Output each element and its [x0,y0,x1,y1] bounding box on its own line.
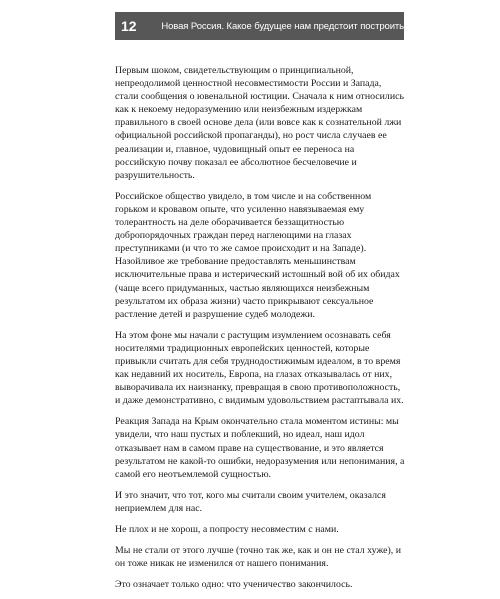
paragraph-1: Первым шоком, свидетельствующим о принципиальной, непреодолимой ценностной несовместимости России и Запада, стали сообщения о ювенальной юстиции. Сначала к ним относились как к некоему недоразумению или неизбежным издержкам правильного в своей основе дела (или вовсе как к сознательной лжи официальной российской пропаганды), но рост числа случаев ее реализации и, главное, чудовищный опыт ее переноса на российскую почву показал ее абсолютное бесчеловечие и разрушительность. [115,65,404,181]
body-text [115,64,405,599]
paragraph-6: Не плох и не хорош, а попросту несовместим с нами. [115,524,339,535]
paragraph-2: Российское общество увидело, в том числе и на собственном горьком и кровавом опыте, что усиленно навязываемая ему толерантность на деле оборачивается беззащитностью добропорядочных граждан перед наглеющими на глазах преступниками (и что то же самое происходит и на Западе). Назойливое же требование предоставлять меньшинствам исключительные права и истерический истошный вой об их обидах (чаще всего придуманных, частью являющихся неизбежным результатом их образа жизни) часто прикрывают сексуальное растление детей и разрушение судеб молодежи. [115,190,400,320]
paragraph-7: Мы не стали от этого лучше (точно так же, как и он не стал хуже), и он тоже никак не изменился от нашего понимания. [115,545,401,570]
page-header [115,12,404,40]
page-number: 12 [121,18,137,34]
paragraph-8: Это означает только одно: что ученичество закончилось. [115,579,353,591]
running-title: Новая Россия. Какое будущее нам предстоит построить [161,20,404,32]
paragraph-3: На этом фоне мы начали с растущим изумлением осознавать себя носителями традиционных европейских ценностей, которые привыкли считать для себя труднодостижимым идеалом, в то время как недавний их носитель, Европа, на глазах отказывалась от них, выворачивала их наизнанку, превращая в свою противоположность, и даже демонстративно, с видимым удовольствием растаптывала их. [115,329,404,407]
paragraph-5: И это значит, что тот, кого мы считали своим учителем, оказался неприемлем для нас. [115,489,386,514]
paragraph-4: Реакция Запада на Крым окончательно стала моментом истины: мы увидели, что наш пустых и поблекший, но идеал, наш идол отказывает нам в самом праве на существование, и это является результатом не какой-то ошибки, недоразумения или непонимания, а самой его неотъемлемой сущностью. [115,416,405,480]
